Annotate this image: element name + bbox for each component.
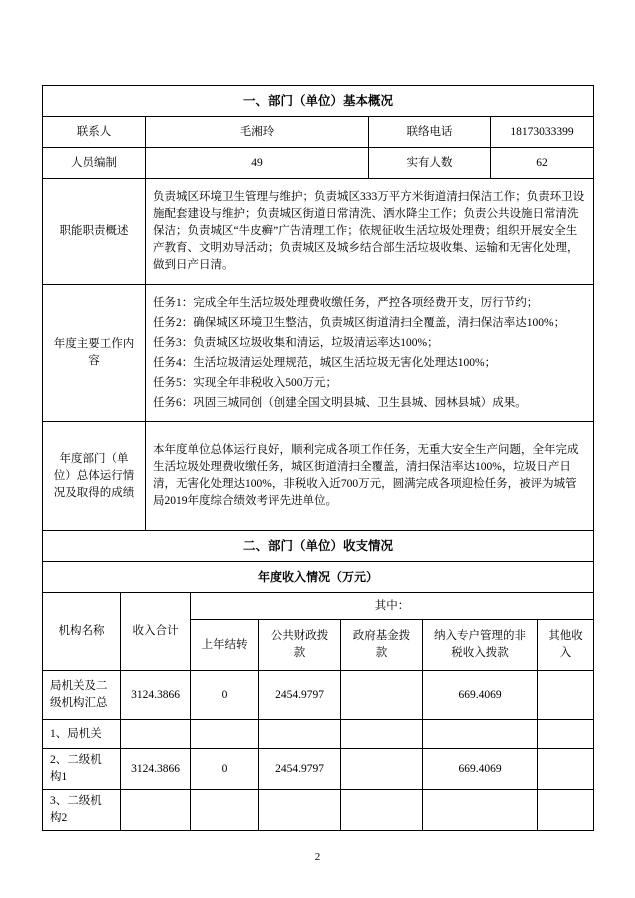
row-other-income — [538, 671, 594, 720]
row-carryover: 0 — [191, 671, 259, 720]
row-total — [121, 720, 191, 749]
row-total — [121, 790, 191, 831]
income-subtitle: 年度收入情况（万元） — [43, 562, 594, 593]
row-gov-fund — [341, 671, 423, 720]
table-row — [43, 790, 594, 831]
contact-label: 联系人 — [43, 117, 146, 148]
row-org-name: 1、局机关 — [43, 720, 121, 749]
table-row — [43, 720, 594, 749]
row-special-account — [423, 720, 538, 749]
row-special-account: 669.4069 — [423, 749, 538, 790]
row-gov-fund — [341, 749, 423, 790]
staffing-value: 49 — [146, 148, 369, 179]
row-total: 3124.3866 — [121, 749, 191, 790]
overall-performance-label: 年度部门（单位）总体运行情况及取得的成绩 — [43, 422, 146, 531]
row-special-account — [423, 790, 538, 831]
task-line-2: 任务2：确保城区环境卫生整洁，负责城区街道清扫全覆盖，清扫保洁率达100%； — [153, 317, 566, 329]
duties-label: 职能职责概述 — [43, 179, 146, 285]
header-other-income: 其他收入 — [538, 620, 594, 671]
header-carryover: 上年结转 — [191, 620, 259, 671]
phone-label: 联络电话 — [369, 117, 491, 148]
task-line-4: 任务4：生活垃圾清运处理规范，城区生活垃圾无害化处理达100%； — [153, 357, 497, 369]
header-income-total: 收入合计 — [121, 593, 191, 671]
row-carryover — [191, 790, 259, 831]
basic-overview-table — [42, 85, 594, 531]
table-row — [43, 749, 594, 790]
row-carryover: 0 — [191, 749, 259, 790]
row-public-finance: 2454.9797 — [259, 749, 341, 790]
actual-headcount-value: 62 — [491, 148, 594, 179]
document-page — [42, 85, 593, 863]
staffing-label: 人员编制 — [43, 148, 146, 179]
phone-value: 18173033399 — [491, 117, 594, 148]
row-gov-fund — [341, 790, 423, 831]
task-line-6: 任务6：巩固三城同创（创建全国文明县城、卫生县城、园林县城）成果。 — [153, 397, 527, 409]
overall-performance-text: 本年度单位总体运行良好，顺利完成各项工作任务，无重大安全生产问题，全年完成生活垃圾处理费收缴任务，城区街道清扫全覆盖，清扫保洁率达100%，垃圾日产日清，无害化处理达100%，非税收入近700万元，圆满完成各项迎检任务，被评为城管局2019年度综合绩效考评先进单位。 — [146, 422, 594, 531]
section1-title: 一、部门（单位）基本概况 — [43, 86, 594, 117]
row-public-finance: 2454.9797 — [259, 671, 341, 720]
row-org-name: 2、二级机构1 — [43, 749, 121, 790]
annual-tasks-cell — [146, 285, 594, 422]
header-special-account: 纳入专户管理的非税收入拨款 — [423, 620, 538, 671]
row-public-finance — [259, 790, 341, 831]
header-gov-fund: 政府基金拨款 — [341, 620, 423, 671]
duties-text: 负责城区环境卫生管理与维护；负责城区333万平方米街道清扫保洁工作；负责环卫设施配套建设与维护；负责城区街道日常清洗、洒水降尘工作；负责公共设施日常清洗保洁；负责城区“牛皮癣”广告清理工作；依规征收生活垃圾处理费；组织开展安全生产教育、文明劝导活动；负责城区及城乡结合部生活垃圾收集、运输和无害化处理，做到日产日清。 — [146, 179, 594, 285]
actual-headcount-label: 实有人数 — [369, 148, 491, 179]
row-carryover — [191, 720, 259, 749]
row-total: 3124.3866 — [121, 671, 191, 720]
row-other-income — [538, 720, 594, 749]
task-line-5: 任务5：实现全年非税收入500万元； — [153, 377, 337, 389]
header-org-name: 机构名称 — [43, 593, 121, 671]
contact-value: 毛湘玲 — [146, 117, 369, 148]
annual-work-label: 年度主要工作内容 — [43, 285, 146, 422]
section2-title: 二、部门（单位）收支情况 — [43, 531, 594, 562]
page-number: 2 — [314, 851, 321, 863]
table-row — [43, 671, 594, 720]
header-public-finance: 公共财政拨款 — [259, 620, 341, 671]
row-special-account: 669.4069 — [423, 671, 538, 720]
row-public-finance — [259, 720, 341, 749]
row-org-name: 3、二级机构2 — [43, 790, 121, 831]
income-table — [42, 530, 594, 831]
row-gov-fund — [341, 720, 423, 749]
task-line-1: 任务1：完成全年生活垃圾处理费收缴任务，严控各项经费开支，厉行节约； — [153, 297, 539, 309]
row-other-income — [538, 790, 594, 831]
row-other-income — [538, 749, 594, 790]
task-line-3: 任务3：负责城区垃圾收集和清运，垃圾清运率达100%； — [153, 337, 439, 349]
row-org-name: 局机关及二级机构汇总 — [43, 671, 121, 720]
header-among: 其中： — [191, 593, 594, 620]
